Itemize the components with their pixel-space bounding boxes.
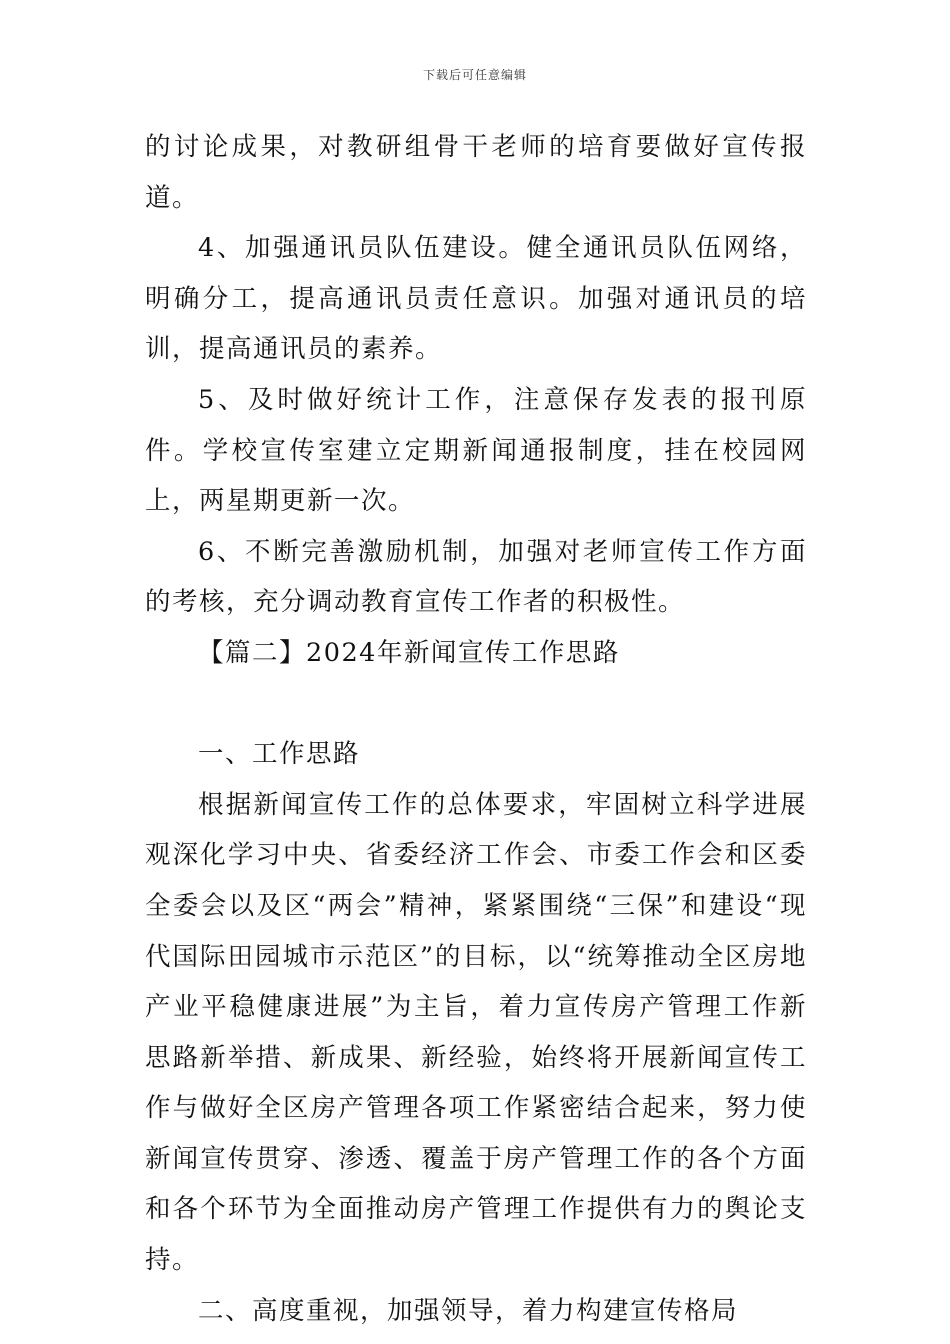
paragraph-item-4: 4、加强通讯员队伍建设。健全通讯员队伍网络，明确分工，提高通讯员责任意识。加强对通讯员的培训，提高通讯员的素养。	[145, 233, 807, 365]
paragraph-item-5: 5、及时做好统计工作，注意保存发表的报刊原件。学校宣传室建立定期新闻通报制度，挂在校园网上，两星期更新一次。	[145, 384, 807, 517]
heading-leadership: 二、高度重视，加强领导，着力构建宣传格局	[198, 1295, 739, 1326]
paragraph-continuation: 的讨论成果，对教研组骨干老师的培育要做好宣传报道。	[145, 132, 807, 213]
document-body	[145, 122, 807, 1336]
blank-line	[145, 679, 807, 730]
paragraph-item-6: 6、不断完善激励机制，加强对老师宣传工作方面的考核，充分调动教育宣传工作者的积极性。	[145, 536, 807, 618]
heading-work-approach: 一、工作思路	[198, 739, 361, 770]
section-title: 【篇二】2024年新闻宣传工作思路	[198, 637, 620, 668]
paragraph-work-approach: 根据新闻宣传工作的总体要求，牢固树立科学进展观深化学习中央、省委经济工作会、市委工作会和区委全委会以及区“两会”精神，紧紧围绕“三保”和建设“现代国际田园城市示范区”的目标，以“统筹推动全区房地产业平稳健康进展”为主旨，着力宣传房产管理工作新思路新举措、新成果、新经验，始终将开展新闻宣传工作与做好全区房产管理各项工作紧密结合起来，努力使新闻宣传贯穿、渗透、覆盖于房产管理工作的各个方面和各个环节为全面推动房产管理工作提供有力的舆论支持。	[145, 789, 807, 1276]
page-header: 下载后可任意编辑	[422, 68, 527, 82]
